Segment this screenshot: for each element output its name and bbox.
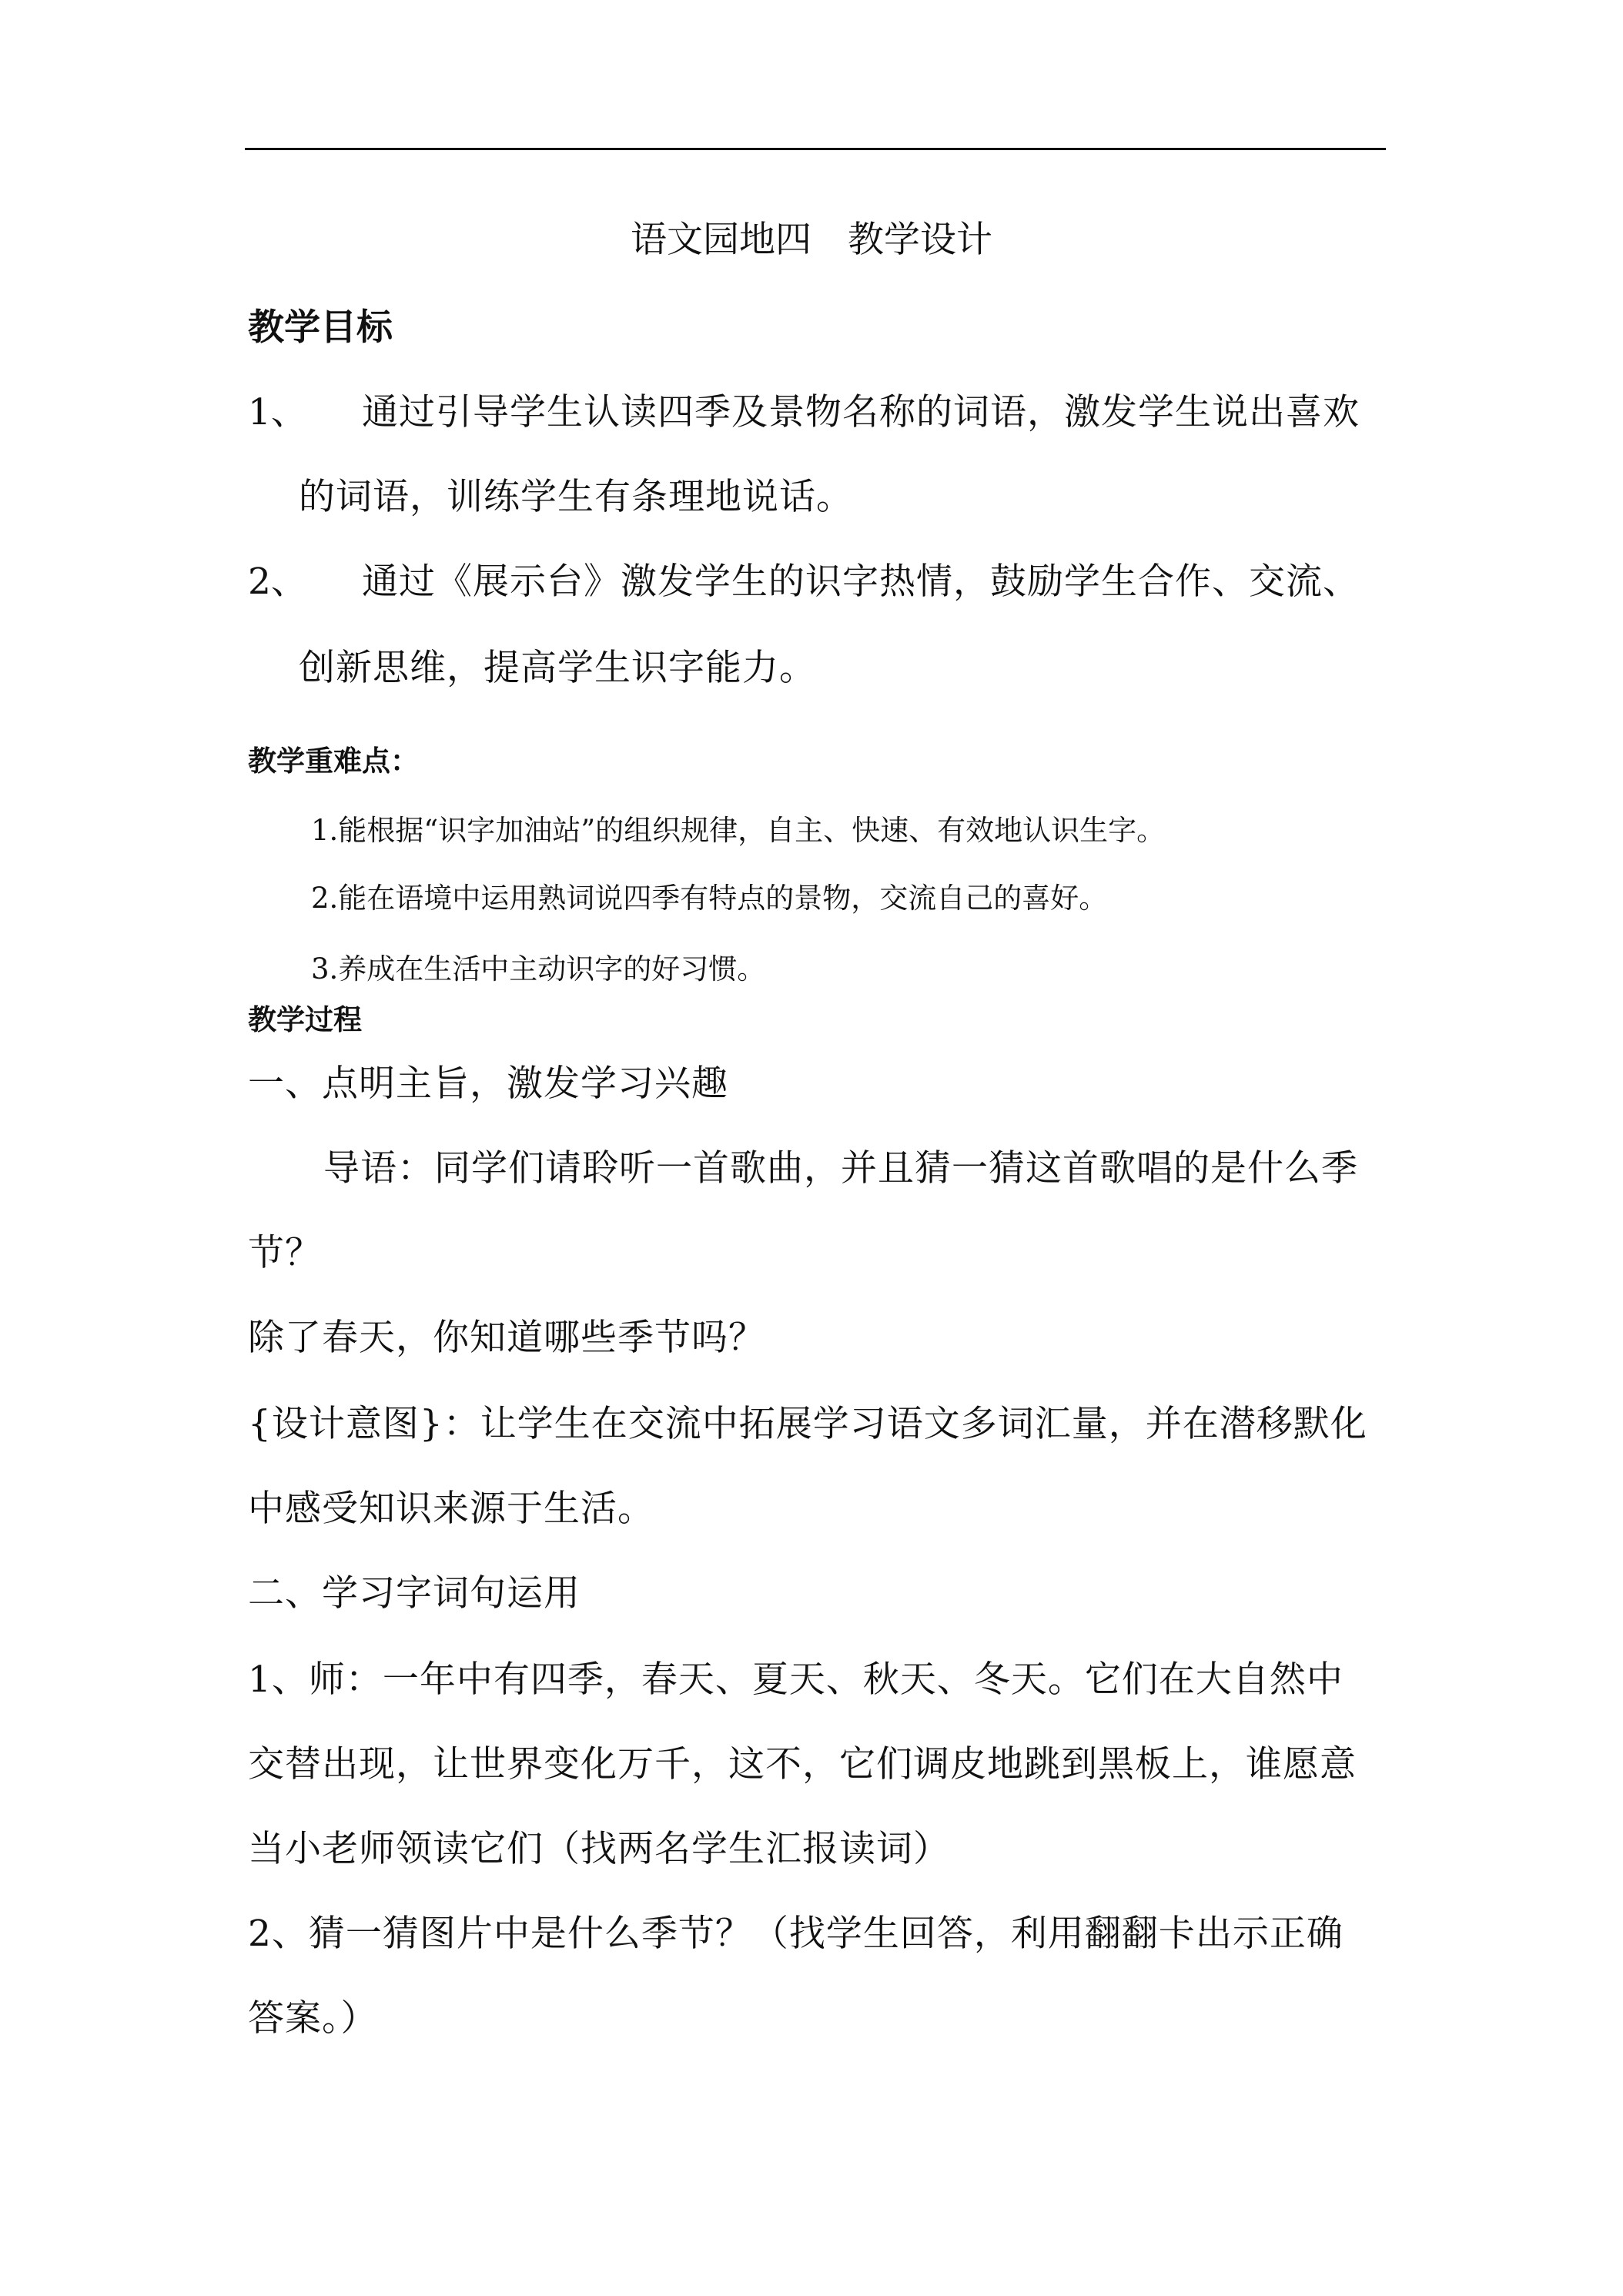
section-1-intro-line1: 导语：同学们请聆听一首歌曲，并且猜一猜这首歌唱的是什么季 (323, 1147, 1358, 1190)
goal-2-line1: 通过《展示台》激发学生的识字热情，鼓励学生合作、交流、 (362, 561, 1360, 603)
section-2-p2-line1: 2、猜一猜图片中是什么季节？（找学生回答，利用翻翻卡出示正确 (248, 1913, 1344, 1955)
section-2-title: 二、学习字词句运用 (248, 1572, 581, 1615)
section-1-intro-line2: 节？ (248, 1232, 322, 1274)
page-title: 语文园地四 教学设计 (631, 219, 992, 261)
goals-heading: 教学目标 (248, 306, 393, 349)
goal-1-line2: 的词语，训练学生有条理地说话。 (299, 476, 853, 518)
section-2-p2-line2: 答案。） (248, 1997, 378, 2040)
section-2-p1-line2: 交替出现，让世界变化万千，这不，它们调皮地跳到黑板上，谁愿意 (248, 1743, 1357, 1786)
goal-1-number: 1、 (248, 391, 307, 433)
process-heading: 教学过程 (248, 1002, 362, 1036)
section-2-p1-line3: 当小老师领读它们（找两名学生汇报读词） (248, 1828, 950, 1870)
header-rule (245, 148, 1386, 150)
section-1-title: 一、点明主旨，激发学习兴趣 (248, 1063, 728, 1105)
section-1-design-line1: {设计意图}：让学生在交流中拓展学习语文多词汇量，并在潜移默化 (248, 1403, 1367, 1445)
section-1-question: 除了春天，你知道哪些季节吗？ (248, 1317, 765, 1359)
section-2-p1-line1: 1、师：一年中有四季，春天、夏天、秋天、冬天。它们在大自然中 (248, 1658, 1344, 1701)
key-points-heading: 教学重难点： (248, 744, 419, 778)
goal-1-line1: 通过引导学生认读四季及景物名称的词语，激发学生说出喜欢 (362, 391, 1360, 433)
key-point-3: 3.养成在生活中主动识字的好习惯。 (311, 952, 766, 986)
goal-2-number: 2、 (248, 561, 307, 603)
key-point-1: 1.能根据“识字加油站”的组织规律，自主、快速、有效地认识生字。 (311, 814, 1166, 847)
key-point-2: 2.能在语境中运用熟词说四季有特点的景物，交流自己的喜好。 (311, 882, 1108, 915)
section-1-design-line2: 中感受知识来源于生活。 (248, 1488, 654, 1530)
goal-2-line2: 创新思维，提高学生识字能力。 (299, 647, 816, 689)
